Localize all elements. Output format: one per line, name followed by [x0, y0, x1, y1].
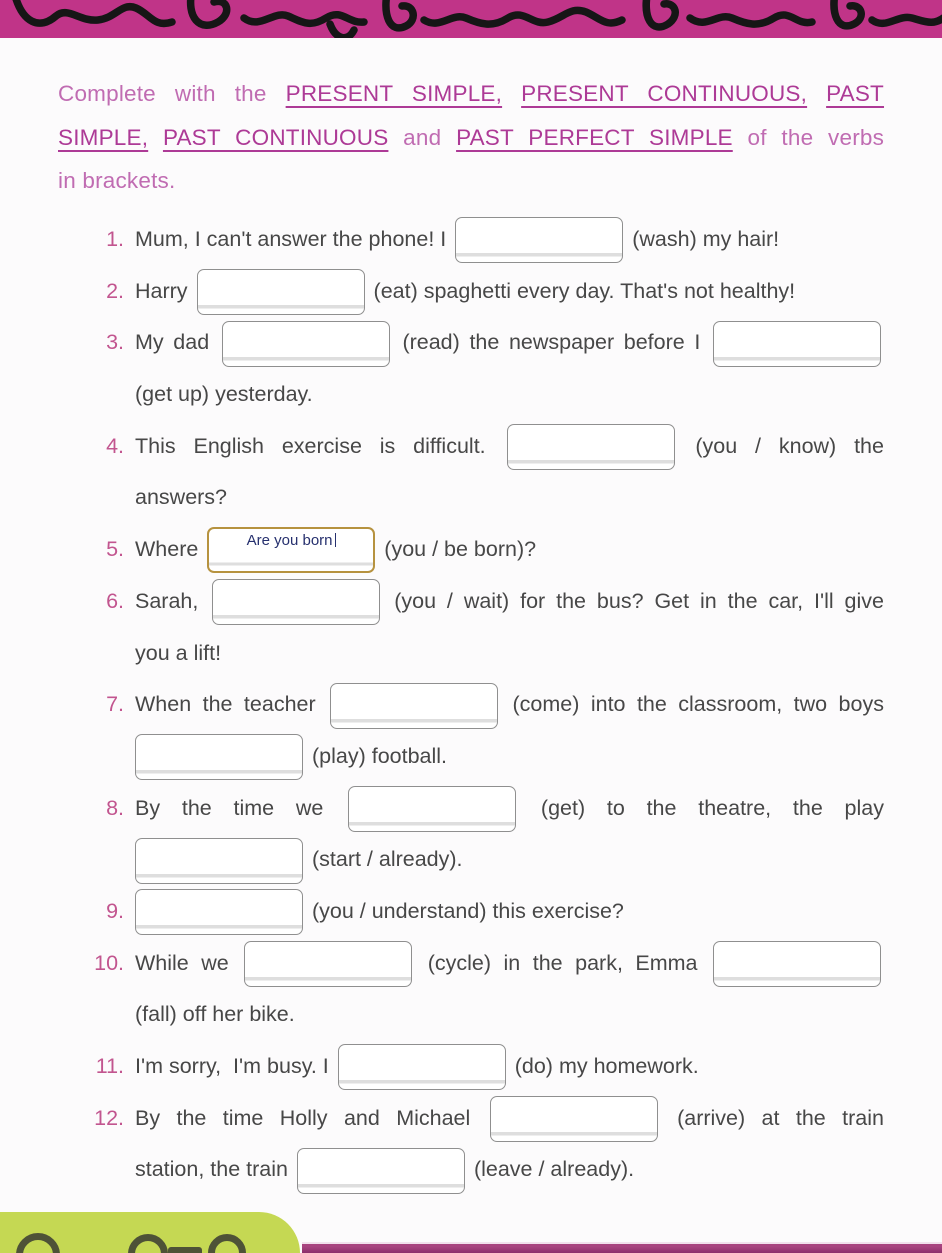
instructions-text: Complete with the	[58, 81, 267, 106]
answer-input-8b[interactable]	[135, 838, 303, 884]
item-text: This English exercise is difficult.	[135, 433, 486, 458]
item-text: (do) my homework.	[514, 1054, 699, 1078]
clipped-letter-fragment	[16, 1233, 60, 1253]
item-number: 12.	[94, 1105, 124, 1130]
instructions-line-1	[58, 72, 884, 116]
item-text: (cycle) in the park, Emma	[427, 950, 698, 975]
exercise-item-8	[0, 783, 942, 886]
item-text: answers?	[135, 485, 228, 510]
footer-green-shape	[0, 1212, 300, 1253]
answer-input-12a[interactable]	[490, 1096, 658, 1142]
tense-past-simple: SIMPLE,	[58, 124, 149, 150]
item-text: (you / wait) for the bus? Get in the car, I'll give	[394, 588, 884, 613]
header-bar	[0, 0, 942, 38]
item-number: 9.	[106, 898, 124, 923]
instructions-paragraph	[58, 72, 884, 203]
clipped-script-title	[0, 0, 942, 38]
answer-input-3b[interactable]	[713, 321, 881, 367]
item-number: 11.	[95, 1054, 124, 1078]
item-text: (come) into the classroom, two boys	[512, 692, 884, 717]
clipped-letter-fragment	[128, 1234, 168, 1253]
item-text: (get) to the theatre, the play	[540, 795, 884, 820]
answer-input-6[interactable]	[212, 579, 380, 625]
item-number: 4.	[106, 433, 124, 458]
exercise-item-4	[0, 421, 942, 524]
item-number: 10.	[94, 950, 124, 975]
answer-input-5-active[interactable]	[207, 527, 375, 573]
exercise-item-12	[0, 1093, 942, 1196]
instructions-text: in brackets.	[58, 168, 176, 193]
answer-input-1[interactable]	[455, 217, 623, 263]
clipped-letter-fragment	[208, 1234, 246, 1253]
item-text: station, the train	[135, 1157, 288, 1182]
item-text: (eat) spaghetti every day. That's not healthy!	[373, 278, 796, 303]
answer-input-3a[interactable]	[222, 321, 390, 367]
answer-input-12b[interactable]	[297, 1148, 465, 1194]
item-text: (get up) yesterday.	[135, 382, 313, 407]
answer-input-10a[interactable]	[244, 941, 412, 987]
answer-input-11[interactable]	[338, 1044, 506, 1090]
item-text: you a lift!	[135, 640, 222, 665]
tense-past: PAST	[826, 81, 885, 106]
item-text: By the time we	[135, 795, 324, 820]
exercise-item-5	[0, 524, 942, 576]
item-text: (you / know) the	[695, 433, 884, 458]
item-number: 3.	[106, 330, 124, 355]
item-number: 5.	[106, 537, 124, 562]
clipped-letter-fragment	[168, 1247, 202, 1253]
exercise-item-3	[0, 317, 942, 420]
exercise-item-11	[0, 1041, 942, 1093]
exercise-item-6	[0, 576, 942, 679]
item-text: (you / understand) this exercise?	[311, 898, 624, 923]
answer-input-9[interactable]	[135, 889, 303, 935]
item-text: I'm sorry, I'm busy. I	[135, 1054, 329, 1078]
answer-input-2[interactable]	[197, 269, 365, 315]
answer-input-4[interactable]	[507, 424, 675, 470]
tense-past-continuous: PAST CONTINUOUS	[162, 124, 389, 150]
item-text: (read) the newspaper before I	[402, 330, 701, 355]
text-cursor	[335, 533, 337, 547]
answer-input-8a[interactable]	[348, 786, 516, 832]
item-text: Harry	[135, 278, 188, 303]
item-text: My dad	[135, 330, 210, 355]
footer-accent-bar	[302, 1242, 942, 1253]
item-text: By the time Holly and Michael	[135, 1105, 471, 1130]
answer-input-10b[interactable]	[713, 941, 881, 987]
item-text: (wash) my hair!	[632, 227, 780, 251]
item-text: Mum, I can't answer the phone! I	[135, 227, 447, 251]
item-number: 8.	[106, 795, 124, 820]
item-text: When the teacher	[135, 692, 316, 717]
item-text: While we	[135, 950, 229, 975]
exercise-item-1	[0, 214, 942, 266]
exercise-item-10	[0, 938, 942, 1041]
item-number: 1.	[106, 227, 124, 251]
item-number: 6.	[106, 588, 124, 613]
item-text: (play) football.	[311, 743, 448, 768]
item-text: (leave / already).	[473, 1157, 635, 1182]
tense-present-simple: PRESENT SIMPLE,	[285, 81, 503, 106]
item-text: (you / be born)?	[384, 537, 537, 562]
item-text: (start / already).	[311, 847, 463, 872]
item-number: 2.	[106, 278, 124, 303]
answer-input-7b[interactable]	[135, 734, 303, 780]
exercise-item-2	[0, 266, 942, 318]
exercise-item-7	[0, 679, 942, 782]
instructions-text: of the verbs	[747, 124, 885, 150]
item-number: 7.	[106, 692, 124, 717]
typed-answer-text: Are you born	[209, 532, 373, 550]
item-text: Sarah,	[135, 588, 199, 613]
item-text: (fall) off her bike.	[135, 1002, 295, 1027]
tense-past-perfect-simple: PAST PERFECT SIMPLE	[456, 124, 733, 150]
item-text: Where	[135, 537, 199, 562]
exercise-list	[0, 214, 942, 1196]
tense-present-continuous: PRESENT CONTINUOUS,	[521, 81, 808, 106]
item-text: (arrive) at the train	[677, 1105, 884, 1130]
instructions-line-3	[58, 159, 884, 203]
instructions-line-2	[58, 116, 884, 160]
answer-input-7a[interactable]	[330, 683, 498, 729]
exercise-item-9	[0, 886, 942, 938]
instructions-text: and	[403, 124, 442, 150]
